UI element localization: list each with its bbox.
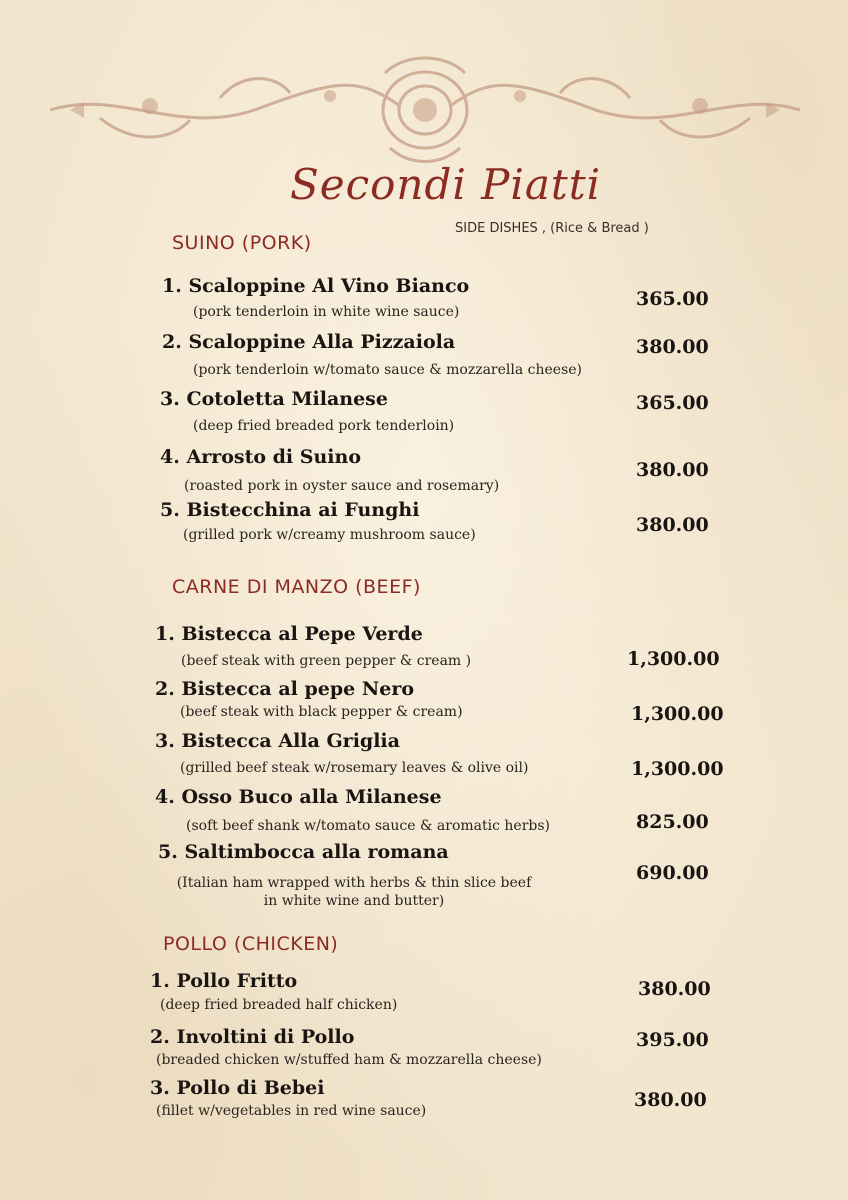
menu-item-price: 380.00 [634, 1089, 707, 1111]
menu-item-name: 1. Pollo Fritto [150, 970, 298, 992]
menu-item-description: (grilled beef steak w/rosemary leaves & olive oil) [180, 760, 529, 776]
menu-item-name: 2. Scaloppine Alla Pizzaiola [162, 331, 456, 353]
menu-item-description: (deep fried breaded pork tenderloin) [193, 418, 455, 434]
menu-item-description: (beef steak with green pepper & cream ) [181, 653, 472, 669]
section-heading-beef: CARNE DI MANZO (BEEF) [172, 576, 421, 598]
section-heading-pork: SUINO (PORK) [172, 232, 312, 254]
menu-item-name: 1. Bistecca al Pepe Verde [155, 623, 423, 645]
floral-scroll-ornament-icon [40, 48, 810, 168]
menu-item-description: (breaded chicken w/stuffed ham & mozzarella cheese) [156, 1052, 542, 1068]
menu-item-name: 2. Involtini di Pollo [150, 1026, 355, 1048]
menu-item-price: 1,300.00 [631, 758, 724, 780]
menu-item-description: (roasted pork in oyster sauce and rosemary) [184, 478, 500, 494]
menu-item-description: (grilled pork w/creamy mushroom sauce) [183, 527, 476, 543]
menu-item-description: (Italian ham wrapped with herbs & thin slice beef [176, 875, 532, 891]
menu-item-description: (beef steak with black pepper & cream) [180, 704, 463, 720]
menu-item-price: 365.00 [636, 288, 709, 310]
menu-item-description: (pork tenderloin in white wine sauce) [193, 304, 460, 320]
menu-item-price: 380.00 [636, 336, 709, 358]
menu-item-price: 380.00 [636, 514, 709, 536]
menu-item-name: 3. Cotoletta Milanese [160, 388, 388, 410]
menu-item-name: 2. Bistecca al pepe Nero [155, 678, 414, 700]
menu-item-name: 4. Arrosto di Suino [160, 446, 362, 468]
page-title: Secondi Piatti [290, 160, 602, 209]
menu-item-name: 4. Osso Buco alla Milanese [155, 786, 442, 808]
menu-item-price: 690.00 [636, 862, 709, 884]
menu-item-description: (soft beef shank w/tomato sauce & aromatic herbs) [186, 818, 550, 834]
side-dishes-note: SIDE DISHES , (Rice & Bread ) [455, 221, 649, 236]
menu-item-price: 380.00 [636, 459, 709, 481]
section-heading-chicken: POLLO (CHICKEN) [163, 933, 339, 955]
menu-item-name: 1. Scaloppine Al Vino Bianco [162, 275, 470, 297]
menu-item-price: 395.00 [636, 1029, 709, 1051]
menu-item-price: 380.00 [638, 978, 711, 1000]
menu-item-price: 1,300.00 [631, 703, 724, 725]
menu-item-description: (pork tenderloin w/tomato sauce & mozzarella cheese) [193, 362, 583, 378]
menu-item-name: 5. Bistecchina ai Funghi [160, 499, 420, 521]
menu-item-description: (fillet w/vegetables in red wine sauce) [156, 1103, 427, 1119]
menu-item-price: 1,300.00 [627, 648, 720, 670]
menu-item-price: 365.00 [636, 392, 709, 414]
menu-item-name: 3. Bistecca Alla Griglia [155, 730, 400, 752]
menu-item-name: 5. Saltimbocca alla romana [158, 841, 449, 863]
menu-item-name: 3. Pollo di Bebei [150, 1077, 325, 1099]
menu-item-price: 825.00 [636, 811, 709, 833]
menu-item-description: (deep fried breaded half chicken) [160, 997, 398, 1013]
menu-item-description-line-2: in white wine and butter) [263, 893, 445, 909]
